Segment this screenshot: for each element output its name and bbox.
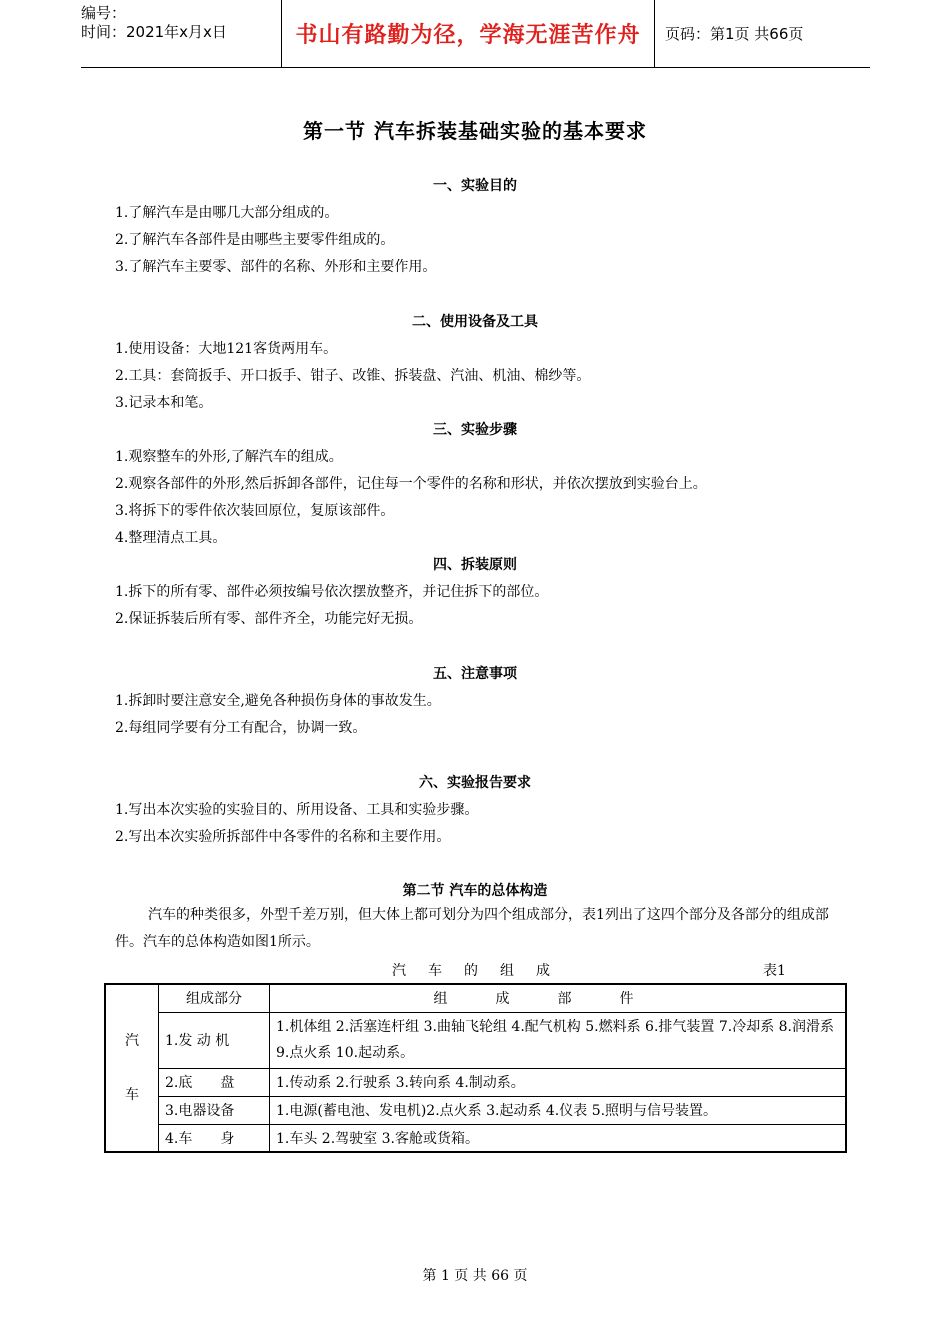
list-item: 1.写出本次实验的实验目的、所用设备、工具和实验步骤。 [115, 802, 479, 818]
table-row [105, 1068, 846, 1096]
table-cell-components: 1.电源(蓄电池、发电机)2.点火系 3.起动系 4.仪表 5.照明与信号装置。 [270, 1096, 847, 1124]
header-motto-cell [281, 0, 655, 67]
table-cell-part: 2.底 盘 [159, 1068, 270, 1096]
section2-title: 第二节 汽车的总体构造 [402, 883, 548, 899]
table-row [105, 1124, 846, 1152]
section2-paragraph: 汽车的种类很多，外型千差万别，但大体上都可划分为四个组成部分，表1列出了这四个部分及各部分的组成部件。汽车的总体构造如图1所示。 [115, 907, 829, 950]
header-page-info: 页码：第1页 共66页 [665, 25, 804, 43]
section-heading: 四、拆装原则 [433, 557, 517, 573]
table-cell-part: 1.发 动 机 [159, 1012, 270, 1068]
table-number: 表1 [763, 963, 786, 979]
list-item: 2.保证拆装后所有零、部件齐全，功能完好无损。 [115, 611, 423, 627]
list-item: 1.拆卸时要注意安全,避免各种损伤身体的事故发生。 [115, 693, 441, 709]
list-item: 3.记录本和笔。 [115, 395, 213, 411]
section-heading: 一、实验目的 [433, 178, 517, 194]
table-cell-part: 4.车 身 [159, 1124, 270, 1152]
table-header-cell: 组成部分 [159, 984, 270, 1012]
section-heading: 二、使用设备及工具 [412, 314, 538, 330]
page-title: 第一节 汽车拆装基础实验的基本要求 [303, 119, 647, 143]
side-label-char: 车 [125, 1087, 139, 1103]
page-header [81, 0, 870, 68]
page-footer: 第 1 页 共 66 页 [422, 1268, 528, 1284]
document-number-label: 编号： [81, 4, 127, 22]
side-label-char: 汽 [125, 1033, 139, 1049]
table-side-label [105, 984, 159, 1152]
table-header-cell: 组成部件 [270, 984, 847, 1012]
list-item: 3.将拆下的零件依次装回原位，复原该部件。 [115, 503, 395, 519]
table-cell-components: 1.传动系 2.行驶系 3.转向系 4.制动系。 [270, 1068, 847, 1096]
list-item: 1.拆下的所有零、部件必须按编号依次摆放整齐，并记住拆下的部位。 [115, 584, 549, 600]
header-motto: 书山有路勤为径，学海无涯苦作舟 [295, 23, 641, 48]
list-item: 1.了解汽车是由哪几大部分组成的。 [115, 205, 339, 221]
table-cell-part: 3.电器设备 [159, 1096, 270, 1124]
list-item: 3.了解汽车主要零、部件的名称、外形和主要作用。 [115, 259, 437, 275]
section-heading: 六、实验报告要求 [419, 775, 531, 791]
table-row [105, 1096, 846, 1124]
list-item: 1.观察整车的外形,了解汽车的组成。 [115, 449, 343, 465]
list-item: 2.观察各部件的外形,然后拆卸各部件，记住每一个零件的名称和形状，并依次摆放到实验台上。 [115, 476, 707, 492]
list-item: 4.整理清点工具。 [115, 530, 227, 546]
list-item: 2.写出本次实验所拆部件中各零件的名称和主要作用。 [115, 829, 451, 845]
list-item: 2.了解汽车各部件是由哪些主要零件组成的。 [115, 232, 395, 248]
header-meta [81, 0, 281, 67]
table-caption: 汽车的组成 [392, 963, 572, 979]
section-heading: 三、实验步骤 [433, 422, 517, 438]
list-item: 1.使用设备：大地121客货两用车。 [115, 341, 338, 357]
table-cell-components: 1.车头 2.驾驶室 3.客舱或货箱。 [270, 1124, 847, 1152]
table-cell-components: 1.机体组 2.活塞连杆组 3.曲轴飞轮组 4.配气机构 5.燃料系 6.排气装置 7.冷却系 8.润滑系 9.点火系 10.起动系。 [270, 1012, 847, 1068]
list-item: 2.每组同学要有分工有配合，协调一致。 [115, 720, 367, 736]
header-page-info-cell [655, 0, 870, 67]
document-time: 时间：2021年x月x日 [81, 23, 227, 41]
table-row [105, 1012, 846, 1068]
list-item: 2.工具：套筒扳手、开口扳手、钳子、改锥、拆装盘、汽油、机油、棉纱等。 [115, 368, 591, 384]
composition-table [104, 983, 847, 1153]
section-heading: 五、注意事项 [433, 666, 517, 682]
